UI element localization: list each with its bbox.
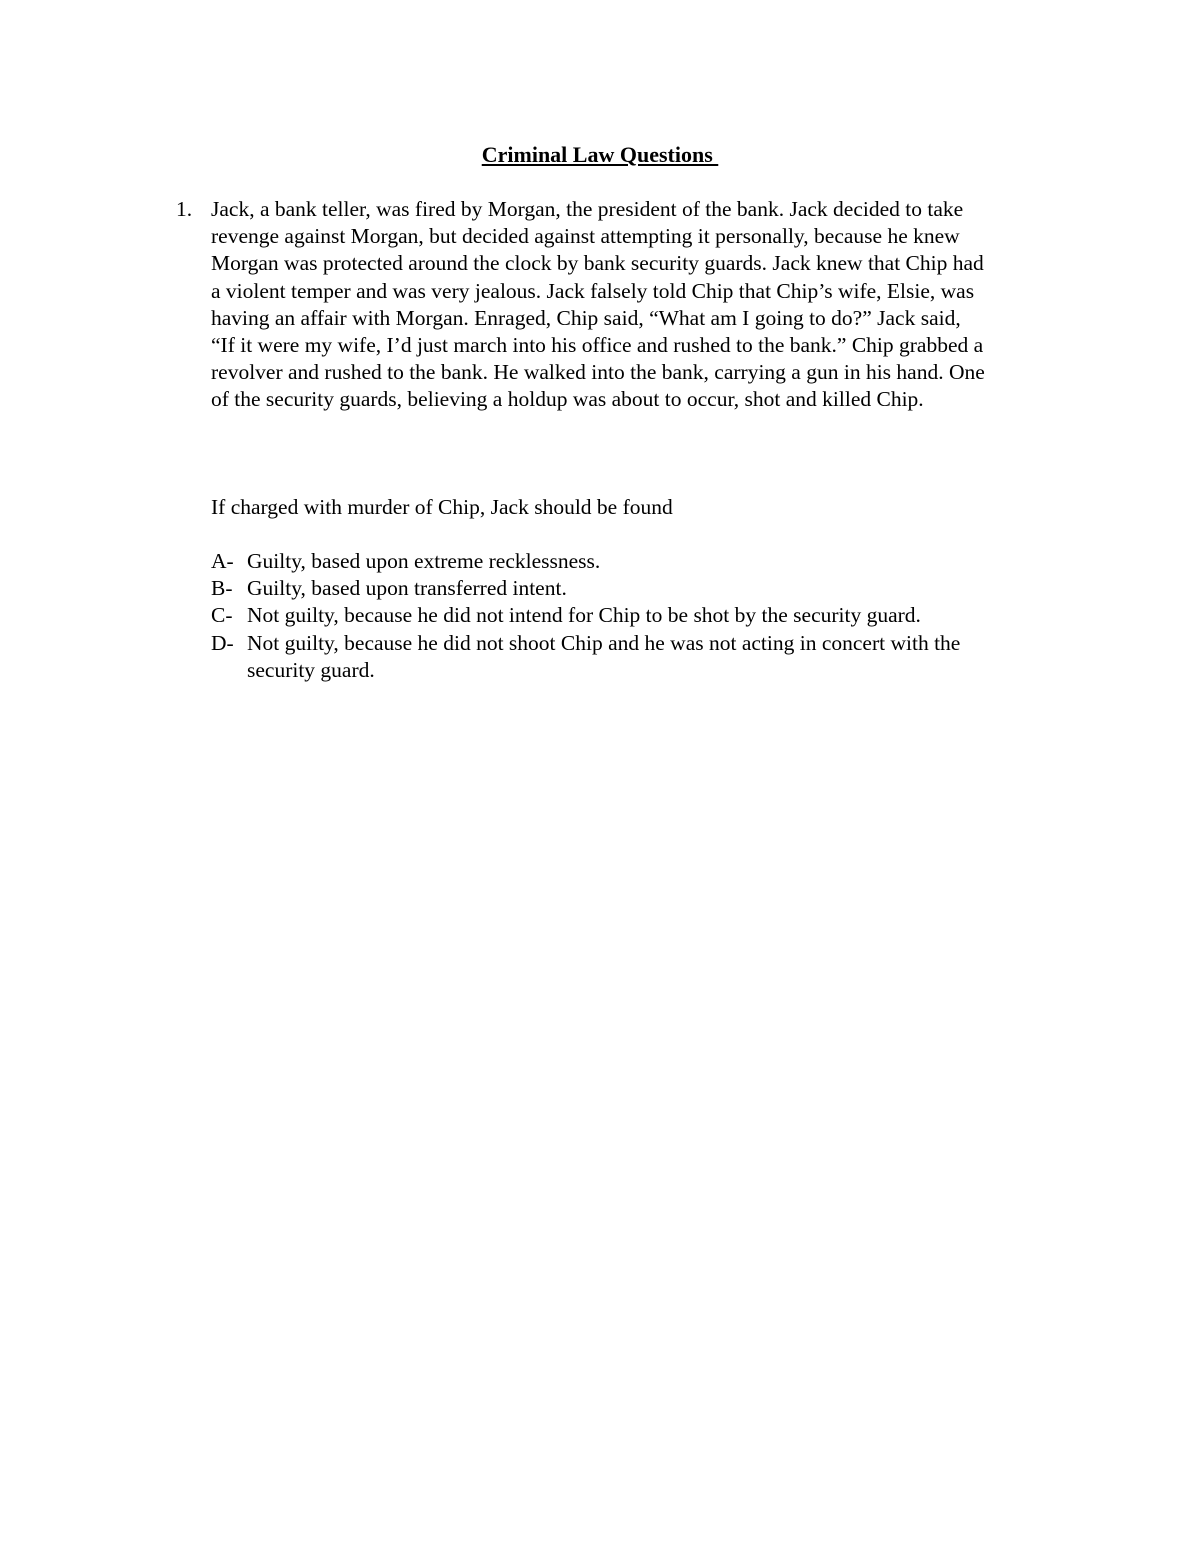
option-line: Not guilty, because he did not shoot Chip and he was not acting in concert with the (247, 630, 961, 655)
option-text (247, 548, 1091, 575)
option-letter: D- (211, 630, 234, 655)
option-text (247, 575, 1091, 602)
option-letter: A- (211, 549, 234, 573)
question-line: Morgan was protected around the clock by bank security guards. Jack knew that Chip had (211, 251, 984, 276)
option-line: Not guilty, because he did not intend for Chip to be shot by the security guard. (247, 603, 921, 628)
answer-option-a (211, 548, 1091, 575)
answer-options (211, 548, 1091, 684)
question-line: of the security guards, believing a holdup was about to occur, shot and killed Chip. (211, 387, 924, 412)
option-text (247, 602, 1091, 629)
question-line: revolver and rushed to the bank. He walked into the bank, carrying a gun in his hand. One (211, 360, 985, 385)
question-line: Jack, a bank teller, was fired by Morgan, the president of the bank. Jack decided to take (211, 197, 964, 221)
question-prompt: If charged with murder of Chip, Jack should be found (211, 495, 673, 519)
question-line: revenge against Morgan, but decided against attempting it personally, because he knew (211, 224, 960, 249)
option-line: Guilty, based upon transferred intent. (247, 576, 567, 601)
option-line: Guilty, based upon extreme recklessness. (247, 549, 601, 573)
question-line: “If it were my wife, I’d just march into his office and rushed to the bank.” Chip grabbed a (211, 333, 984, 358)
page-title: Criminal Law Questions (481, 142, 719, 167)
option-letter: B- (211, 576, 233, 601)
question-body (211, 196, 1081, 414)
answer-option-d (211, 630, 1091, 684)
question-line: a violent temper and was very jealous. Jack falsely told Chip that Chip’s wife, Elsie, was (211, 278, 975, 303)
option-text (247, 630, 1091, 684)
answer-option-c (211, 602, 1091, 629)
question-number: 1. (176, 197, 193, 221)
answer-option-b (211, 575, 1091, 602)
question-line: having an affair with Morgan. Enraged, Chip said, “What am I going to do?” Jack said, (211, 305, 961, 330)
option-letter: C- (211, 603, 233, 628)
option-line: security guard. (247, 657, 375, 682)
